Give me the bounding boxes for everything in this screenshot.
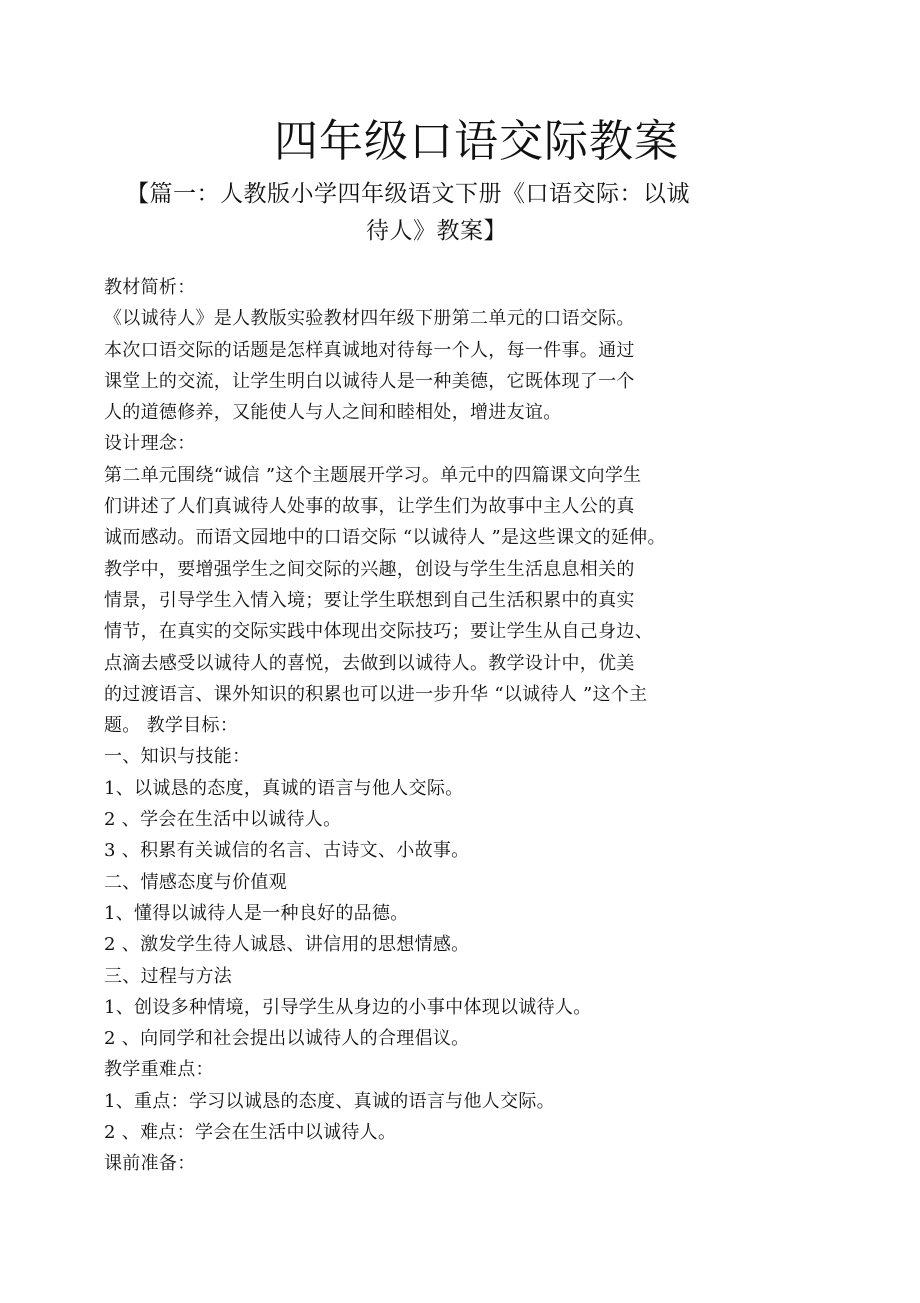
paragraph-line: 二、情感态度与价值观 [104, 871, 287, 893]
paragraph-line: 三、过程与方法 [104, 965, 233, 987]
paragraph-line: 2 、激发学生待人诚恳、讲信用的思想情感。 [104, 934, 470, 956]
paragraph-line: 第二单元围绕“诚信 ”这个主题展开学习。单元中的四篇课文向学生 [104, 464, 642, 486]
paragraph-line: 2 、学会在生活中以诚待人。 [104, 809, 342, 831]
paragraph-line: 1、以诚恳的态度，真诚的语言与他人交际。 [104, 777, 464, 799]
paragraph-line: 们讲述了人们真诚待人处事的故事，让学生们为故事中主人公的真 [104, 496, 635, 518]
section-heading-line-1: 【篇一：人教版小学四年级语文下册《口语交际：以诚 [126, 181, 690, 207]
section-heading-line-2: 待人》教案】 [366, 218, 507, 244]
paragraph-line: 2 、向同学和社会提出以诚待人的合理倡议。 [104, 1028, 470, 1050]
paragraph-line: 3 、积累有关诚信的名言、古诗文、小故事。 [104, 840, 470, 862]
document-title: 四年级口语交际教案 [274, 116, 679, 167]
paragraph-line: 题。 教学目标： [104, 715, 239, 737]
paragraph-line: 1、创设多种情境，引导学生从身边的小事中体现以诚待人。 [104, 996, 592, 1018]
paragraph-line: 本次口语交际的话题是怎样真诚地对待每一个人，每一件事。通过 [104, 339, 635, 361]
paragraph-line: 点滴去感受以诚待人的喜悦，去做到以诚待人。教学设计中，优美 [104, 652, 635, 674]
paragraph-line: 课前准备： [104, 1153, 196, 1175]
paragraph-line: 一、知识与技能： [104, 746, 251, 768]
paragraph-line: 诚而感动。而语文园地中的口语交际 “以诚待人 ”是这些课文的延伸。 [104, 527, 666, 549]
paragraph-line: 1、重点：学习以诚恳的态度、真诚的语言与他人交际。 [104, 1090, 555, 1112]
paragraph-line: 教学中，要增强学生之间交际的兴趣，创设与学生生活息息相关的 [104, 558, 635, 580]
paragraph-line: 情节，在真实的交际实践中体现出交际技巧；要让学生从自己身边、 [104, 621, 653, 643]
paragraph-line: 情景，引导学生入情入境；要让学生联想到自己生活积累中的真实 [104, 589, 635, 611]
paragraph-line: 教材简析： [104, 277, 196, 298]
paragraph-line: 教学重难点： [104, 1059, 214, 1081]
body-text [104, 272, 804, 1180]
paragraph-line: 的过渡语言、课外知识的积累也可以进一步升华 “以诚待人 ”这个主 [104, 683, 648, 705]
paragraph-line: 《以诚待人》是人教版实验教材四年级下册第二单元的口语交际。 [104, 308, 635, 330]
paragraph-line: 人的道德修养，又能使人与人之间和睦相处，增进友谊。 [104, 402, 562, 424]
paragraph-line: 设计理念： [104, 433, 196, 455]
paragraph-line: 1、懂得以诚待人是一种良好的品德。 [104, 902, 409, 924]
paragraph-line: 2 、难点：学会在生活中以诚待人。 [104, 1122, 397, 1144]
paragraph-line: 课堂上的交流，让学生明白以诚待人是一种美德，它既体现了一个 [104, 370, 635, 392]
